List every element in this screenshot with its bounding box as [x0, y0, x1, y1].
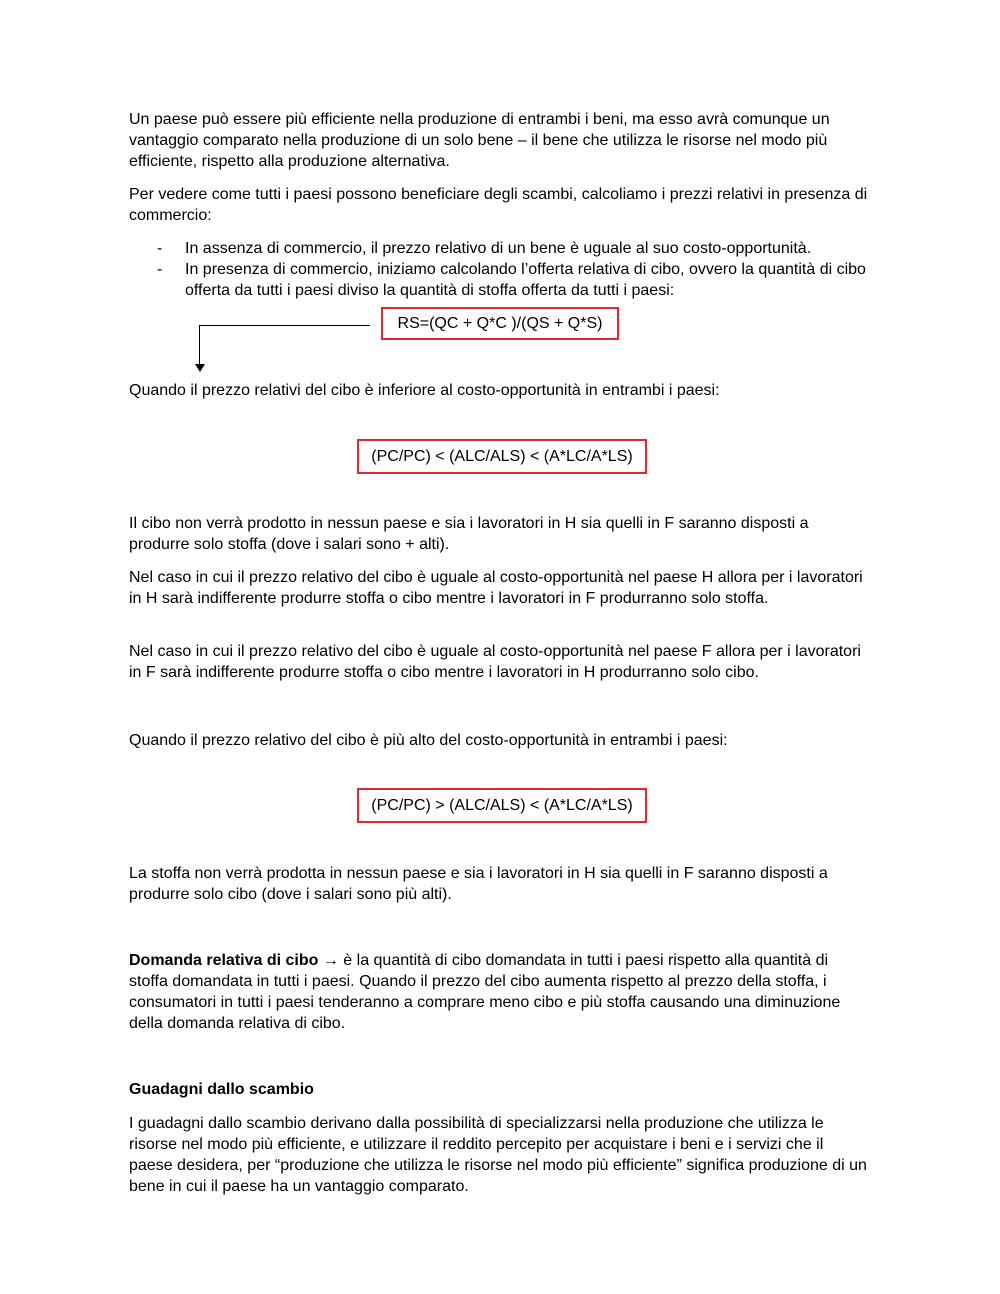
paragraph-stoffa-non-prodotta: La stoffa non verrà prodotta in nessun paese e sia i lavoratori in H sia quelli in F saranno disposti a produrre solo cibo (dove i salari sono più alti). — [129, 865, 828, 903]
section-heading: Guadagni dallo scambio — [129, 1081, 314, 1098]
arrow-down-icon — [195, 364, 205, 372]
bullet-dash: - — [157, 240, 163, 257]
paragraph-domanda-relativa — [129, 950, 871, 1034]
bullet-text: In presenza di commercio, iniziamo calcolando l’offerta relativa di cibo, ovvero la quantità di cibo offerta da tutti i paesi diviso la quantità di stoffa offerta da tutti i paesi: — [185, 261, 866, 299]
paragraph-cibo-non-prodotto: Il cibo non verrà prodotto in nessun paese e sia i lavoratori in H sia quelli in F saranno disposti a produrre solo stoffa (dove i salari sono + alti). — [129, 515, 809, 553]
paragraph-caso-paese-h: Nel caso in cui il prezzo relativo del cibo è uguale al costo-opportunità nel paese H allora per i lavoratori in H sarà indifferente produrre stoffa o cibo mentre i lavoratori in F produrranno solo stoffa. — [129, 569, 863, 607]
formula-box-rs: RS=(QC + Q*C )/(QS + Q*S) — [381, 307, 619, 340]
bullet-item — [129, 259, 871, 301]
connector-line-vertical — [199, 325, 200, 365]
paragraph-caso-paese-f: Nel caso in cui il prezzo relativo del cibo è uguale al costo-opportunità nel paese F allora per i lavoratori in F sarà indifferente produrre stoffa o cibo mentre i lavoratori in H produrranno solo cibo. — [129, 643, 861, 681]
formula-box-superiore: (PC/PC) > (ALC/ALS) < (A*LC/A*LS) — [357, 788, 647, 823]
definition-text: è la quantità di cibo domandata in tutti i paesi rispetto alla quantità di stoffa domandata in tutti i paesi. Quando il prezzo del cibo aumenta rispetto al prezzo della stoffa, i consumatori in tutti i paesi tenderanno a comprare meno cibo e più stoffa causando una diminuzione della domanda relativa di cibo. — [129, 952, 841, 1032]
connector-line — [200, 325, 370, 326]
bullet-dash: - — [157, 261, 163, 278]
formula-box-inferiore: (PC/PC) < (ALC/ALS) < (A*LC/A*LS) — [357, 439, 647, 474]
paragraph-prezzi-relativi: Per vedere come tutti i paesi possono beneficiare degli scambi, calcoliamo i prezzi relativi in presenza di commercio: — [129, 186, 868, 224]
paragraph-prezzo-alto: Quando il prezzo relativo del cibo è più alto del costo-opportunità in entrambi i paesi: — [129, 732, 728, 749]
paragraph-prezzo-inferiore: Quando il prezzo relativi del cibo è inferiore al costo-opportunità in entrambi i paesi: — [129, 382, 720, 399]
bullet-text: In assenza di commercio, il prezzo relativo di un bene è uguale al suo costo-opportunità. — [185, 240, 812, 257]
term-domanda-relativa: Domanda relativa di cibo — [129, 952, 319, 969]
arrow-right-icon: → — [322, 952, 339, 969]
bullet-item — [129, 238, 871, 259]
paragraph-guadagni: I guadagni dallo scambio derivano dalla possibilità di specializzarsi nella produzione che utilizza le risorse nel modo più efficiente, e utilizzare il reddito percepito per acquistare i beni e i servizi che il paese desidera, per “produzione che utilizza le risorse nel modo più efficiente” significa produzione di un bene in cui il paese ha un vantaggio comparato. — [129, 1115, 867, 1195]
paragraph-vantaggio-comparato: Un paese può essere più efficiente nella produzione di entrambi i beni, ma esso avrà comunque un vantaggio comparato nella produzione di un solo bene – il bene che utilizza le risorse nel modo più efficiente, rispetto alla produzione alternativa. — [129, 111, 830, 170]
